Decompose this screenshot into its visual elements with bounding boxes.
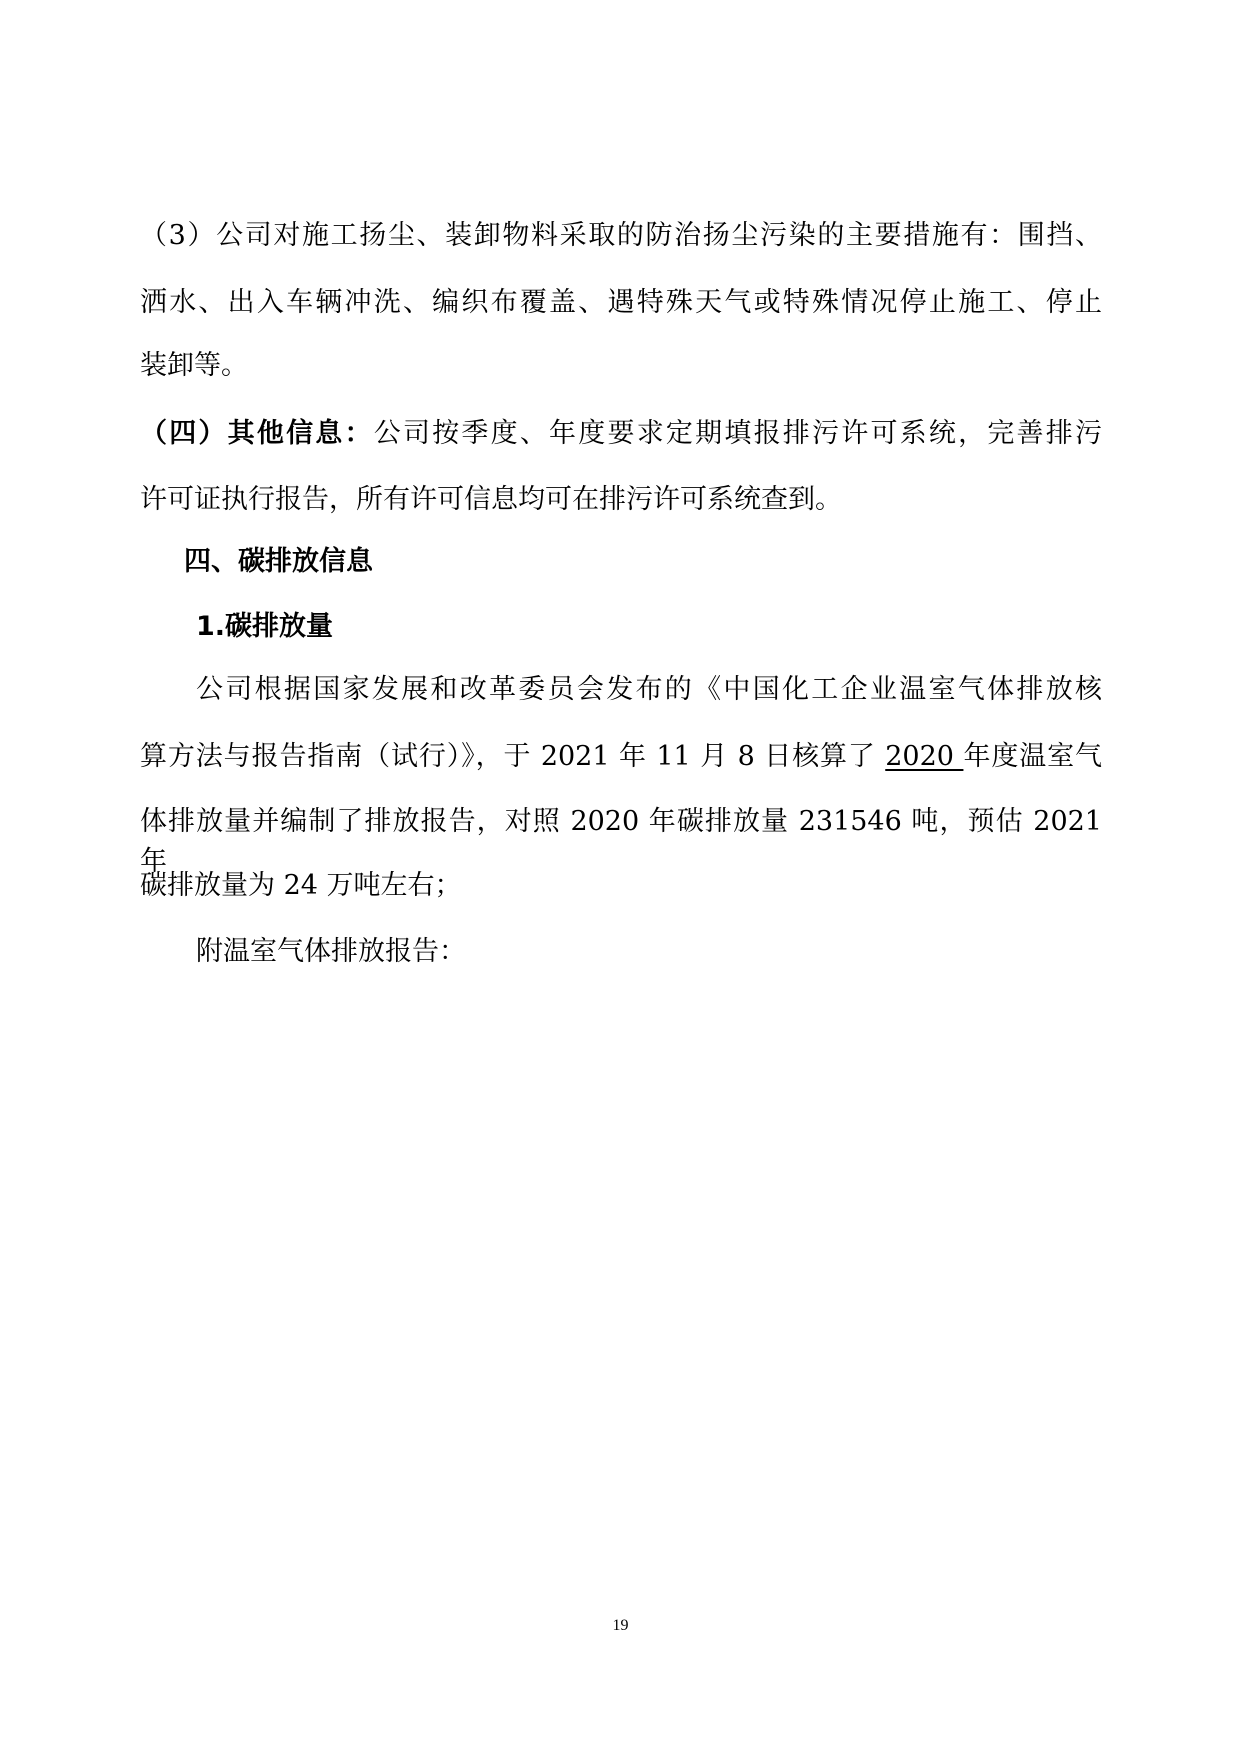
other-info-line-2: 许可证执行报告，所有许可信息均可在排污许可系统查到。 xyxy=(140,484,842,515)
section-title-carbon: 四、碳排放信息 xyxy=(184,546,373,577)
carbon-year-underlined: 2020 xyxy=(885,741,964,772)
section-3-line-2: 洒水、出入车辆冲洗、编织布覆盖、遇特殊天气或特殊情况停止施工、停止 xyxy=(140,287,1102,318)
other-info-line-1 xyxy=(140,414,1102,454)
carbon-para-line-2-a: 算方法与报告指南（试行）》，于 2021 年 11 月 8 日核算了 xyxy=(140,741,886,772)
subsection-title-emissions: 1.碳排放量 xyxy=(196,611,334,642)
carbon-para-line-4: 碳排放量为 24 万吨左右； xyxy=(140,870,462,901)
other-info-heading: （四）其他信息： xyxy=(140,418,374,449)
page-number: 19 xyxy=(612,1617,629,1634)
attachment-note: 附温室气体排放报告： xyxy=(196,936,466,967)
carbon-para-line-2-b: 年度温室气 xyxy=(963,741,1102,772)
carbon-para-line-1: 公司根据国家发展和改革委员会发布的《中国化工企业温室气体排放核 xyxy=(196,674,1102,705)
carbon-para-line-2 xyxy=(140,737,1102,777)
carbon-para-line-3: 体排放量并编制了排放报告，对照 2020 年碳排放量 231546 吨，预估 2021 年 xyxy=(140,806,1102,877)
other-info-text-1: 公司按季度、年度要求定期填报排污许可系统，完善排污 xyxy=(373,418,1102,449)
section-3-line-3: 装卸等。 xyxy=(140,350,248,381)
section-3-line-1: （3）公司对施工扬尘、装卸物料采取的防治扬尘污染的主要措施有：围挡、 xyxy=(140,220,1102,251)
